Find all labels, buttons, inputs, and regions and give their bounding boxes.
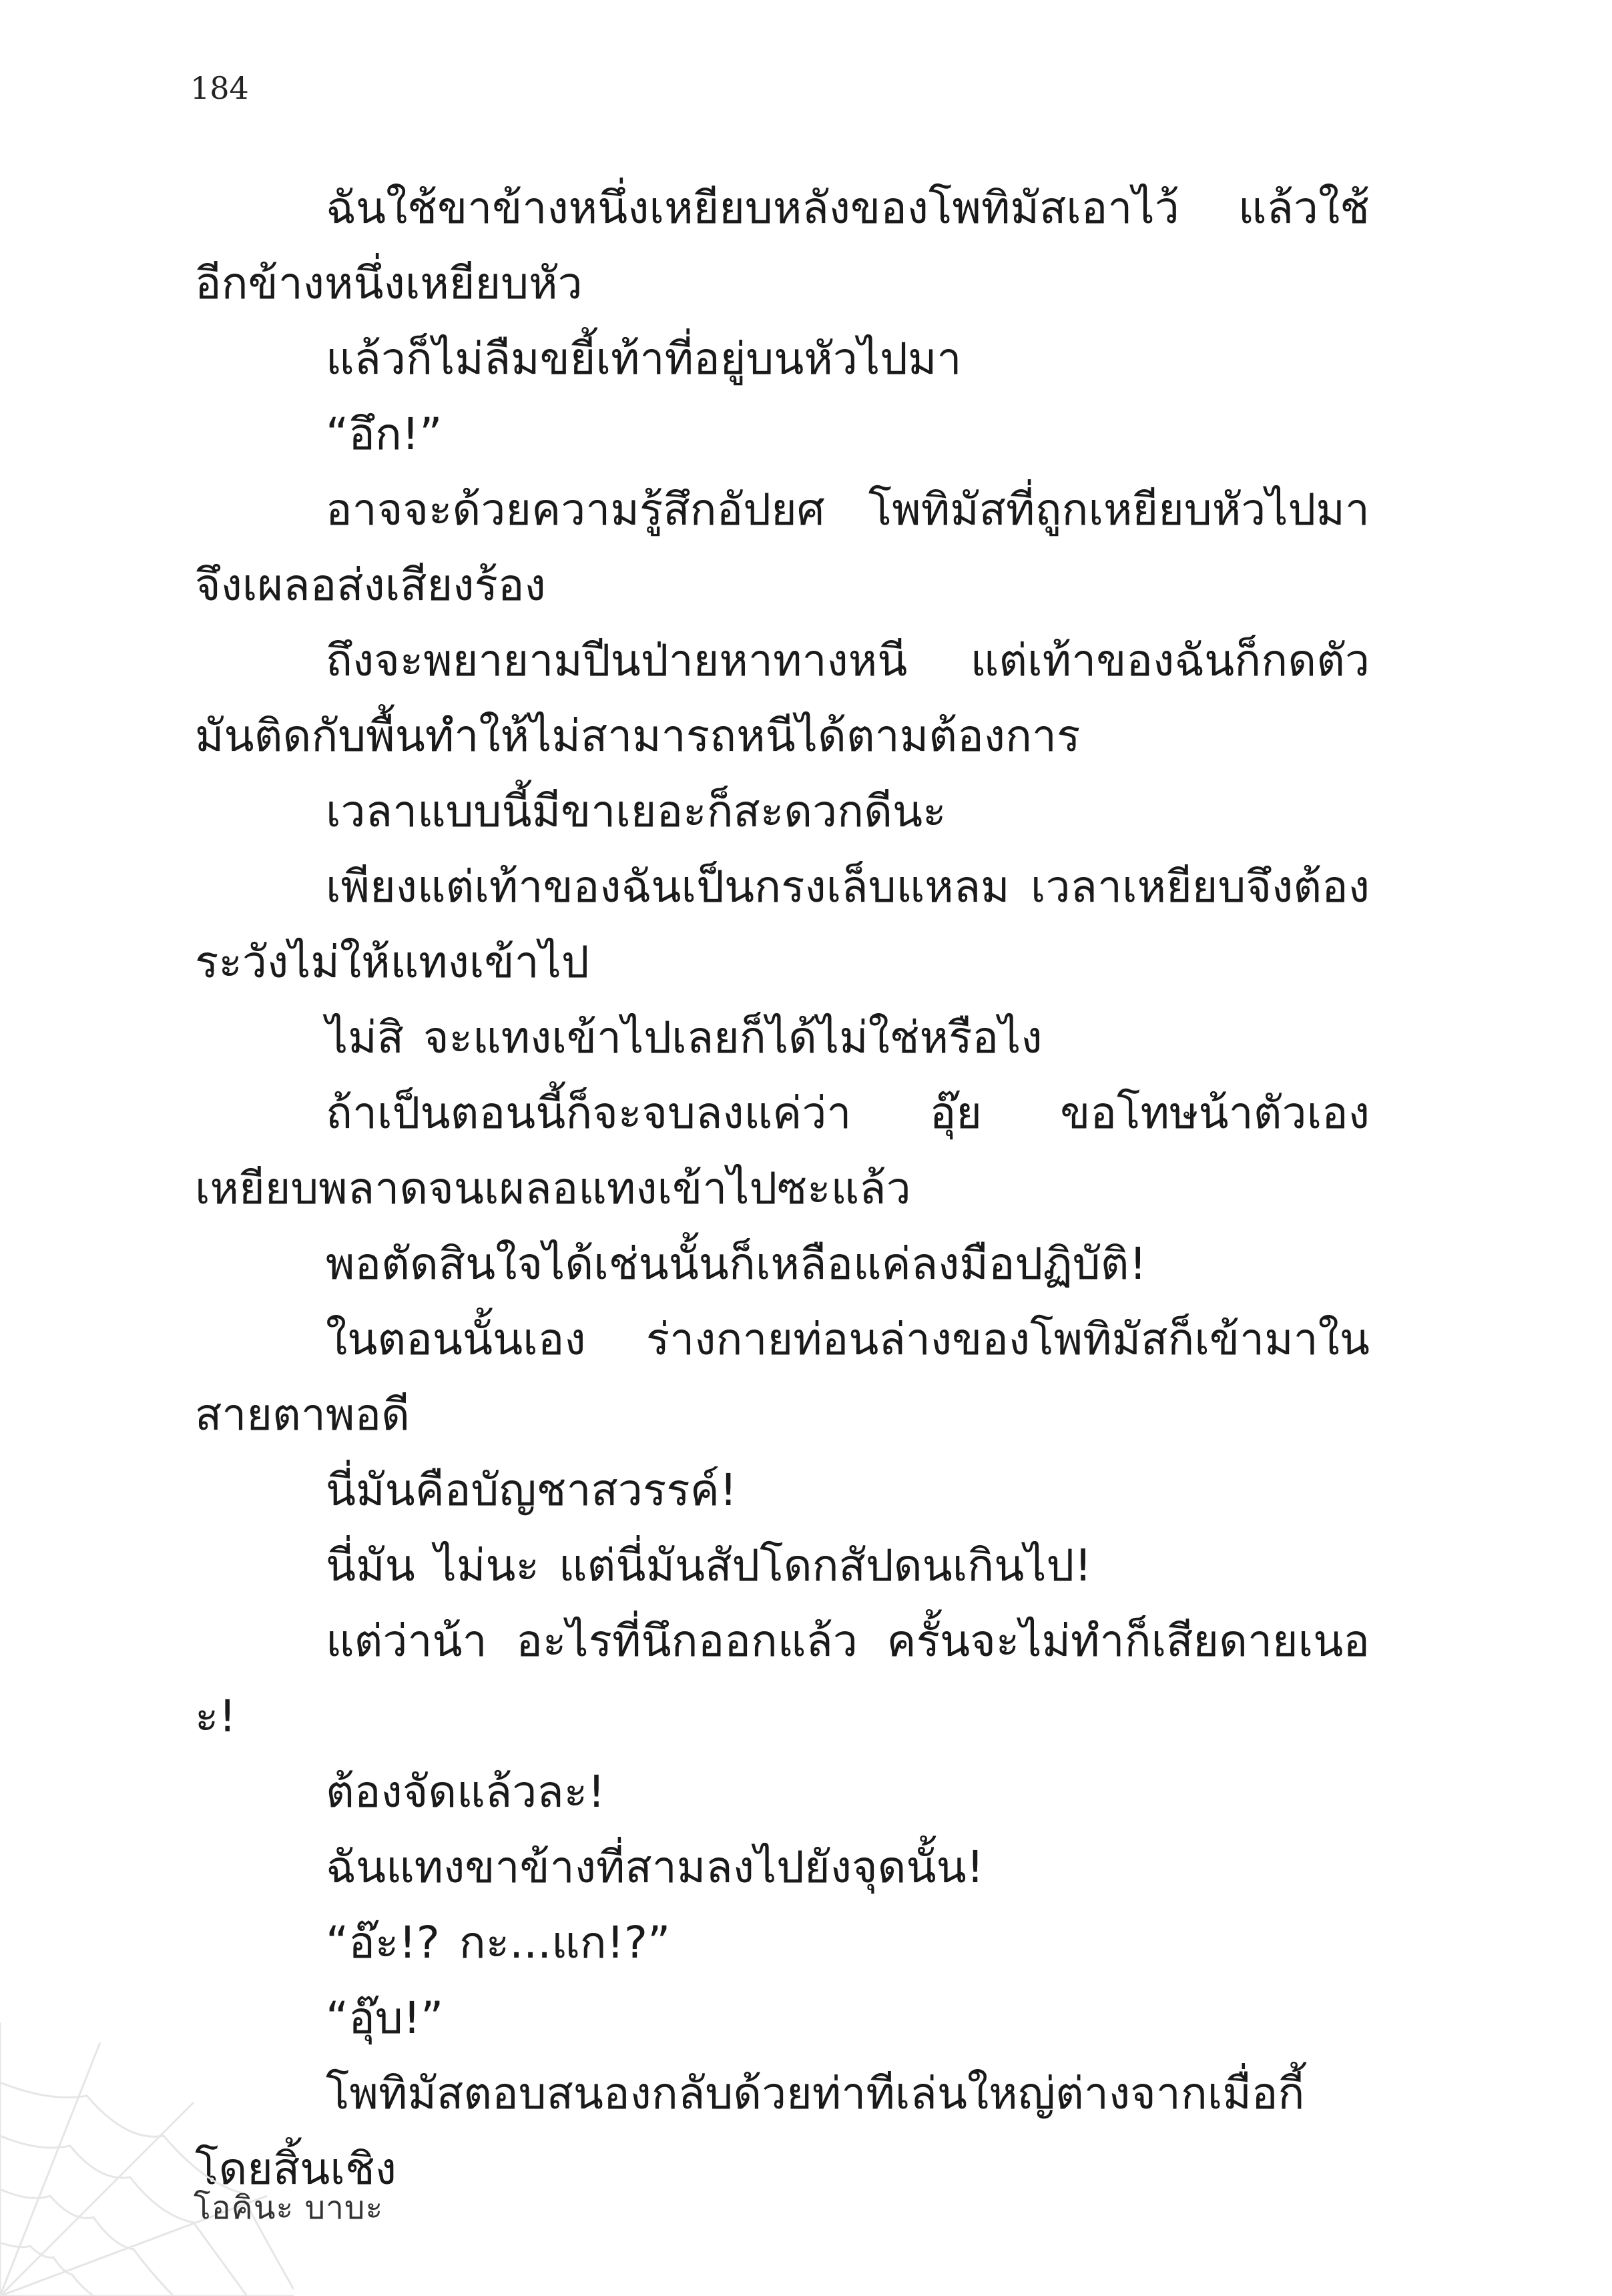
spider-web-icon <box>0 2002 294 2296</box>
paragraph: นี่มัน ไม่นะ แต่นี่มันสัปโดกสัปดนเกินไป! <box>326 1540 1092 1591</box>
paragraph: ในตอนนั้นเอง ร่างกายท่อนล่างของโพทิมัสก็เข้ามาในสายตาพอดี <box>195 1314 1370 1440</box>
paragraph: แต่ว่าน้า อะไรที่นึกออกแล้ว ครั้นจะไม่ทำก็เสียดายเนอะ! <box>195 1615 1370 1742</box>
body-text <box>195 170 1370 2207</box>
paragraph: ต้องจัดแล้วละ! <box>326 1766 605 1817</box>
paragraph: ฉันแทงขาข้างที่สามลงไปยังจุดนั้น! <box>326 1841 985 1893</box>
paragraph: “อึก!” <box>326 408 443 460</box>
paragraph: “อุ๊บ!” <box>326 1992 444 2044</box>
book-title-footer: โอคินะ บาบะ <box>194 2189 384 2227</box>
paragraph: แล้วก็ไม่ลืมขยี้เท้าที่อยู่บนหัวไปมา <box>326 333 962 384</box>
paragraph: เพียงแต่เท้าของฉันเป็นกรงเล็บแหลม เวลาเหยียบจึงต้องระวังไม่ให้แทงเข้าไป <box>195 861 1370 988</box>
paragraph: เวลาแบบนี้มีขาเยอะก็สะดวกดีนะ <box>326 786 947 837</box>
paragraph: อาจจะด้วยความรู้สึกอัปยศ โพทิมัสที่ถูกเหยียบหัวไปมาจึงเผลอส่งเสียงร้อง <box>195 484 1370 611</box>
paragraph: ไม่สิ จะแทงเข้าไปเลยก็ได้ไม่ใช่หรือไง <box>326 1012 1043 1063</box>
paragraph: ถ้าเป็นตอนนี้ก็จะจบลงแค่ว่า อุ๊ย ขอโทษน้าตัวเอง เหยียบพลาดจนเผลอแทงเข้าไปซะแล้ว <box>195 1087 1370 1214</box>
paragraph: โพทิมัสตอบสนองกลับด้วยท่าทีเล่นใหญ่ต่างจากเมื่อกี้โดยสิ้นเชิง <box>195 2068 1305 2195</box>
paragraph: “อ๊ะ!? กะ...แก!?” <box>326 1917 671 1968</box>
page-number: 184 <box>190 70 249 106</box>
paragraph: ฉันใช้ขาข้างหนึ่งเหยียบหลังของโพทิมัสเอาไว้ แล้วใช้อีกข้างหนึ่งเหยียบหัว <box>195 182 1370 309</box>
paragraph: นี่มันคือบัญชาสวรรค์! <box>326 1464 738 1516</box>
paragraph: ถึงจะพยายามปีนป่ายหาทางหนี แต่เท้าของฉันก็กดตัวมันติดกับพื้นทำให้ไม่สามารถหนีได้ตามต้องการ <box>195 635 1370 762</box>
paragraph: พอตัดสินใจได้เช่นนั้นก็เหลือแค่ลงมือปฏิบัติ! <box>326 1238 1147 1289</box>
